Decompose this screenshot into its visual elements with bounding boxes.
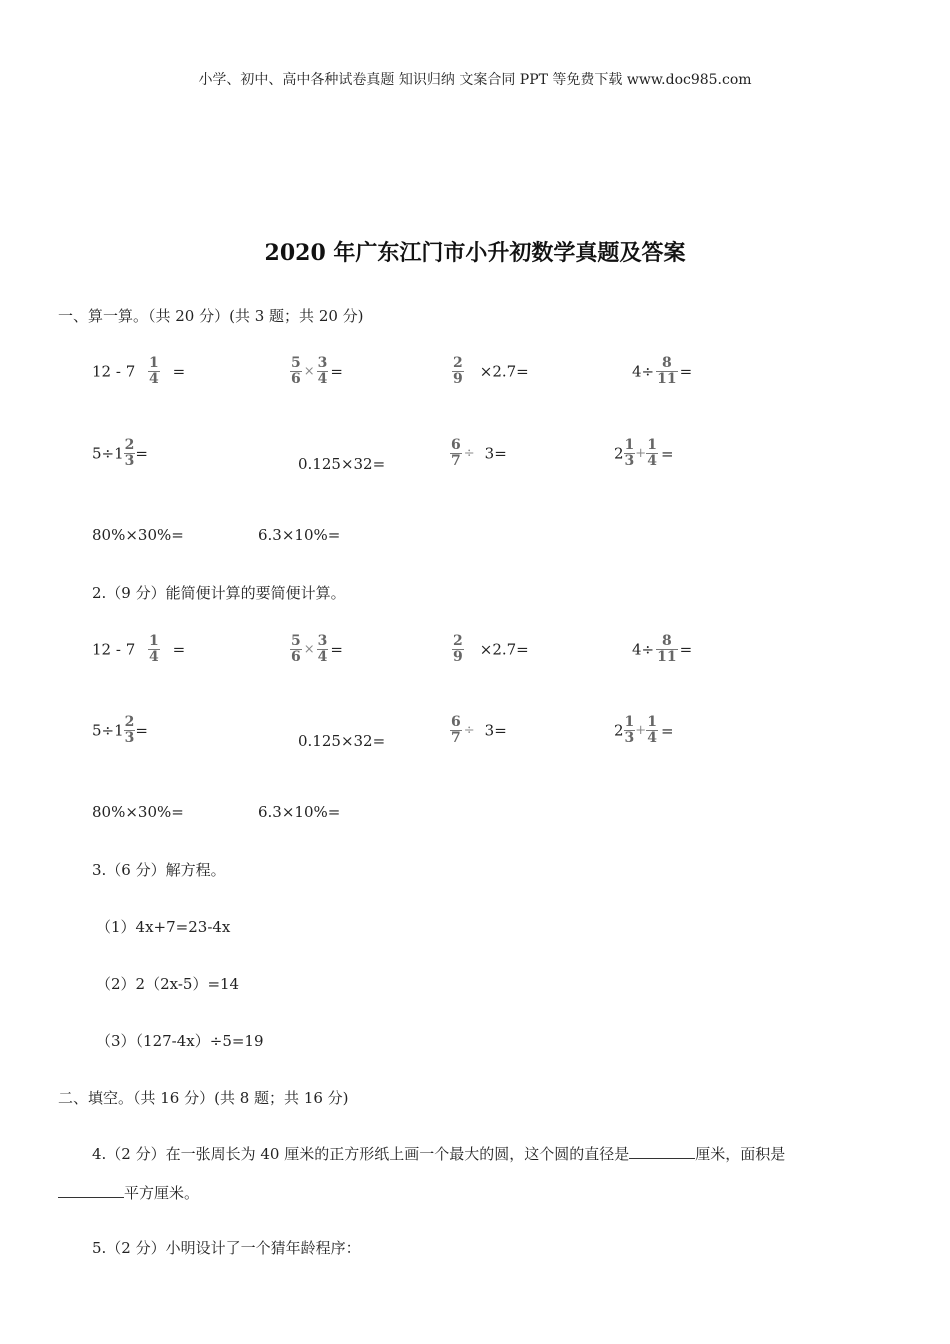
fraction: $\frac{6}{7}$: [451, 437, 461, 469]
question-3: 3.（6 分）解方程。: [92, 861, 226, 879]
fraction: $\frac{1}{4}$: [149, 633, 159, 665]
block-b-r2-c1: 5÷1 $\frac{2}{3}$ =: [92, 714, 148, 746]
block-b-r2-c3: $\frac{6}{7}$ ÷ 3=: [451, 714, 507, 746]
page-header: 小学、初中、高中各种试卷真题 知识归纳 文案合同 PPT 等免费下载 www.doc985.com: [198, 72, 752, 88]
fraction: $\frac{1}{4}$: [149, 355, 159, 387]
block-b-r1-c1: 12 - 7 $\frac{1}{4}$ =: [92, 633, 186, 665]
block-a-r1-c3: $\frac{2}{9}$ ×2.7=: [453, 355, 529, 387]
block-b-r3-c2: 6.3×10%=: [258, 803, 341, 821]
question-4-line-1: 4.（2 分）在一张周长为 40 厘米的正方形纸上画一个最大的圆，这个圆的直径是 厘米，面积是: [92, 1145, 786, 1163]
fraction: $\frac{3}{4}$: [317, 355, 328, 387]
block-b-r1-c4: 4÷ $\frac{8}{11}$ =: [632, 633, 693, 665]
equation-2: （2）2（2x-5）=14: [96, 975, 240, 993]
block-a-r1-c4: 4÷ $\frac{8}{11}$ =: [632, 355, 693, 387]
fraction: $\frac{5}{6}$: [291, 355, 301, 387]
block-a-r3-c1: 80%×30%=: [92, 526, 184, 544]
question-4-line-2: 平方厘米。: [58, 1182, 199, 1203]
answer-blank-diameter[interactable]: [629, 1144, 695, 1159]
question-5: 5.（2 分）小明设计了一个猜年龄程序：: [92, 1239, 361, 1257]
fraction: $\frac{5}{6}$: [291, 633, 301, 665]
block-b-r3-c1: 80%×30%=: [92, 803, 184, 821]
block-b-r1-c3: $\frac{2}{9}$ ×2.7=: [453, 633, 529, 665]
fraction: $\frac{8}{11}$: [657, 355, 677, 387]
fraction: $\frac{2}{9}$: [453, 355, 463, 387]
fraction: $\frac{6}{7}$: [451, 714, 461, 746]
block-b-r1-c2: $\frac{5}{6}$ × $\frac{3}{4}$ =: [291, 633, 343, 665]
fraction: $\frac{1}{4}$: [647, 714, 657, 746]
document-title: 2020 年广东江门市小升初数学真题及答案: [264, 240, 686, 266]
fraction: $\frac{2}{9}$: [453, 633, 463, 665]
equation-3: （3）（127-4x）÷5=19: [96, 1032, 264, 1050]
fraction: $\frac{1}{3}$: [624, 714, 635, 746]
block-a-r1-c2: $\frac{5}{6}$ × $\frac{3}{4}$ =: [291, 355, 343, 387]
answer-blank-area[interactable]: [58, 1183, 124, 1198]
equation-1: （1）4x+7=23-4x: [96, 918, 231, 936]
block-b-r2-c4: 2 $\frac{1}{3}$ + $\frac{1}{4}$ =: [614, 714, 674, 746]
section-1-heading: 一、算一算。（共 20 分）(共 3 题；共 20 分): [58, 307, 364, 325]
block-a-r2-c1: 5÷1 $\frac{2}{3}$ =: [92, 437, 148, 469]
question-2: 2.（9 分）能简便计算的要简便计算。: [92, 584, 346, 602]
block-a-r2-c3: $\frac{6}{7}$ ÷ 3=: [451, 437, 507, 469]
section-2-heading: 二、填空。（共 16 分）(共 8 题；共 16 分): [58, 1089, 349, 1107]
fraction: $\frac{2}{3}$: [124, 437, 135, 469]
fraction: $\frac{2}{3}$: [124, 714, 135, 746]
fraction: $\frac{3}{4}$: [317, 633, 328, 665]
fraction: $\frac{1}{3}$: [624, 437, 635, 469]
block-a-r3-c2: 6.3×10%=: [258, 526, 341, 544]
block-a-r1-c1: 12 - 7 $\frac{1}{4}$ =: [92, 355, 186, 387]
fraction: $\frac{1}{4}$: [647, 437, 657, 469]
block-b-r2-c2: 0.125×32=: [298, 732, 386, 750]
fraction: $\frac{8}{11}$: [657, 633, 677, 665]
block-a-r2-c2: 0.125×32=: [298, 455, 386, 473]
block-a-r2-c4: 2 $\frac{1}{3}$ + $\frac{1}{4}$ =: [614, 437, 674, 469]
